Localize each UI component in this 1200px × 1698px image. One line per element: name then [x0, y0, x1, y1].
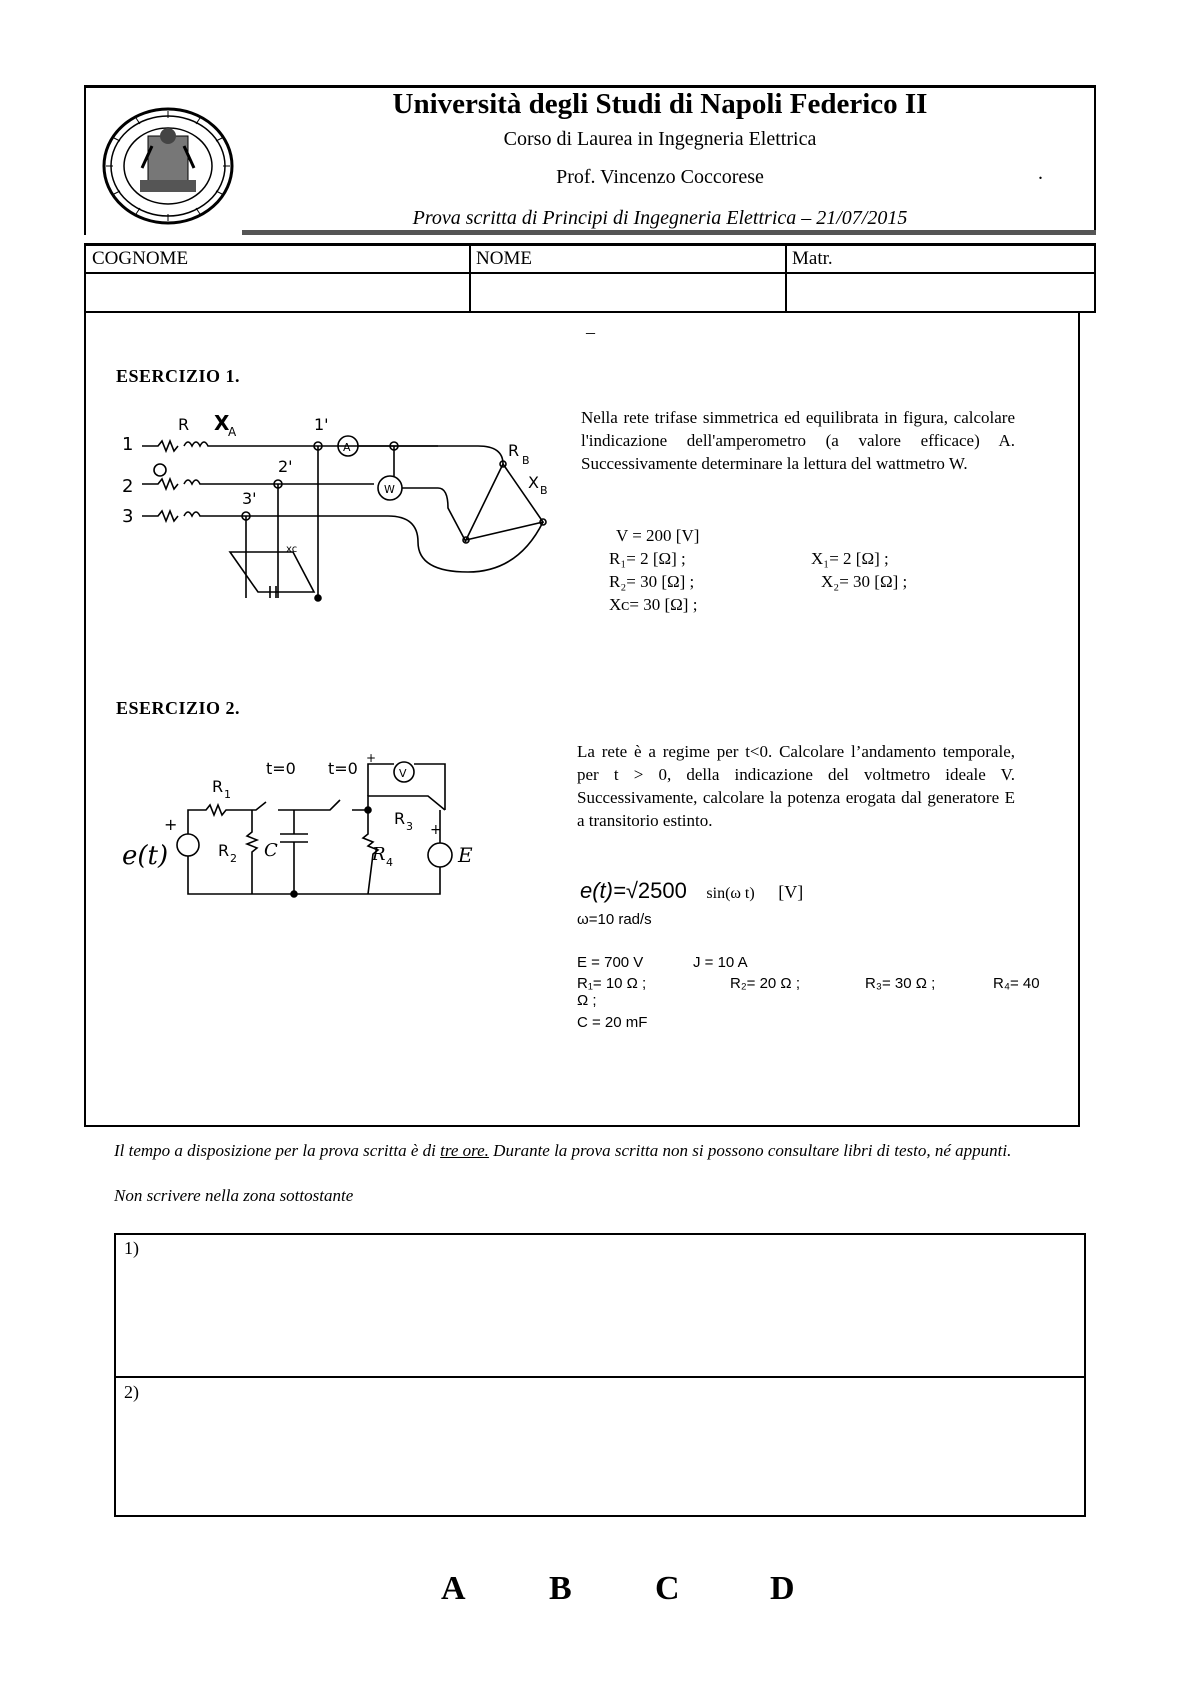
ex2-param-r4-cont: Ω ; — [577, 992, 597, 1009]
ex1-param-r1: R₁= 2 [Ω] ; — [609, 549, 686, 568]
ex1-param-v: V = 200 [V] — [616, 526, 700, 545]
header-right-border — [1094, 85, 1096, 235]
svg-text:R: R — [178, 415, 190, 434]
ex2-param-j: J = 10 A — [693, 954, 748, 971]
svg-text:t=0: t=0 — [266, 759, 296, 778]
svg-text:B: B — [522, 454, 530, 467]
header-dot: . — [1038, 162, 1043, 184]
fields-right — [1094, 243, 1096, 313]
svg-text:X: X — [214, 412, 230, 435]
grading-box — [114, 1233, 1086, 1517]
exercise2-formula — [580, 878, 803, 904]
svg-text:1: 1 — [122, 434, 134, 455]
svg-text:B: B — [540, 484, 548, 497]
formula-sqrt: √2 — [625, 878, 651, 903]
svg-text:3: 3 — [406, 820, 413, 833]
svg-text:2: 2 — [230, 852, 237, 865]
ex1-param-x2: X₂= 30 [Ω] ; — [821, 572, 908, 591]
fields-sep2 — [785, 243, 787, 313]
svg-text:2': 2' — [278, 457, 293, 476]
university-title: Università degli Studi di Napoli Federico II — [392, 88, 928, 120]
ex2-param-r3: R₃= 30 Ω ; — [865, 975, 936, 992]
svg-text:2: 2 — [122, 476, 134, 497]
ex2-omega: ω=10 rad/s — [577, 911, 652, 928]
exercise2-text: La rete è a regime per t<0. Calcolare l’andamento temporale, per t > 0, della indicazione del voltmetro ideale V. Successivamente, calcolare la potenza erogata dal generatore E a transitorio estinto. — [577, 742, 1015, 830]
ex2-param-r1: R₁= 10 Ω ; — [577, 975, 647, 992]
ex2-param-c: C = 20 mF — [577, 1014, 648, 1031]
ex1-param-xc: Xᴄ= 30 [Ω] ; — [609, 595, 698, 614]
exercise1-circuit-diagram — [118, 412, 558, 612]
fields-bottom — [84, 311, 1096, 313]
svg-text:E: E — [458, 843, 473, 867]
exam-title: Prova scritta di Principi di Ingegneria Elettrica – 21/07/2015 — [412, 207, 908, 229]
dash-mark: – — [586, 322, 595, 342]
svg-text:3: 3 — [122, 506, 134, 527]
svg-text:e(t): e(t) — [122, 841, 169, 871]
formula-lhs: e(t)= — [580, 878, 626, 903]
instructions-note — [114, 1139, 1066, 1162]
ex2-param-e: E = 700 V — [577, 954, 644, 971]
answer-letter-c: C — [655, 1570, 680, 1607]
svg-text:A: A — [228, 425, 237, 439]
header-left-border — [84, 85, 86, 235]
ex2-param-r2: R₂= 20 Ω ; — [730, 975, 800, 992]
ex1-param-x1: X₁= 2 [Ω] ; — [811, 549, 889, 568]
formula-unit: [V] — [778, 882, 804, 902]
svg-text:V: V — [399, 767, 407, 780]
note-text-underlined: tre ore. — [440, 1141, 489, 1160]
fields-top — [84, 243, 1096, 246]
university-seal — [100, 106, 236, 226]
exercise-box-right — [1078, 311, 1080, 1127]
svg-text:W: W — [384, 483, 395, 496]
svg-text:R: R — [212, 777, 224, 796]
svg-text:+: + — [430, 822, 442, 838]
name-input[interactable] — [472, 275, 784, 310]
name-label: NOME — [476, 248, 532, 269]
svg-text:3': 3' — [242, 489, 257, 508]
matr-input[interactable] — [788, 275, 1093, 310]
answer-letter-a: A — [441, 1570, 466, 1607]
exercise2-title: ESERCIZIO 2. — [116, 698, 241, 718]
professor-name: Prof. Vincenzo Coccorese — [556, 166, 764, 188]
grading-box-1-label: 1) — [124, 1238, 139, 1258]
exercise1-title: ESERCIZIO 1. — [116, 366, 241, 386]
course-name: Corso di Laurea in Ingegneria Elettrica — [503, 128, 817, 150]
exercise-box-left — [84, 311, 86, 1127]
svg-text:+: + — [164, 815, 178, 834]
svg-text:xc: xc — [286, 544, 298, 555]
exercise-box-bottom — [84, 1125, 1080, 1127]
svg-text:X: X — [528, 473, 539, 492]
fields-left — [84, 243, 86, 313]
note-text-a: Il tempo a disposizione per la prova scritta è di — [114, 1141, 441, 1160]
ex2-param-r4: R₄= 40 — [993, 975, 1040, 992]
svg-text:t=0: t=0 — [328, 759, 358, 778]
do-not-write-note: Non scrivere nella zona sottostante — [114, 1186, 354, 1205]
svg-text:R: R — [372, 844, 386, 865]
svg-text:1: 1 — [224, 788, 231, 801]
exercise1-text: Nella rete trifase simmetrica ed equilibrata in figura, calcolare l'indicazione dell'amperometro (a valore efficace) A. Successivamente determinare la lettura del wattmetro W. — [581, 408, 1015, 473]
header-bottom-rule — [242, 230, 1096, 235]
surname-label: COGNOME — [92, 248, 189, 269]
surname-input[interactable] — [88, 275, 468, 310]
answer-letter-b: B — [549, 1570, 572, 1607]
fields-mid — [84, 272, 1096, 274]
svg-text:+: + — [366, 752, 377, 765]
formula-sin: sin(ω t) — [706, 885, 755, 902]
svg-text:R: R — [218, 841, 230, 860]
svg-text:A: A — [343, 441, 351, 454]
grading-box-2-label: 2) — [124, 1382, 139, 1402]
note-text-b: Durante la prova scritta non si possono consultare libri di testo, né appunti. — [488, 1141, 1012, 1160]
svg-text:4: 4 — [386, 856, 393, 869]
ex1-param-r2: R₂= 30 [Ω] ; — [609, 572, 695, 591]
answer-letter-d: D — [770, 1570, 795, 1607]
fields-sep1 — [469, 243, 471, 313]
formula-value: 500 — [650, 878, 687, 903]
grading-divider — [114, 1376, 1086, 1378]
exercise2-circuit-diagram — [118, 752, 478, 912]
matr-label: Matr. — [792, 248, 833, 269]
svg-text:1': 1' — [314, 415, 329, 434]
svg-text:R: R — [508, 441, 520, 460]
svg-text:R: R — [394, 809, 406, 828]
svg-text:C: C — [264, 840, 278, 861]
